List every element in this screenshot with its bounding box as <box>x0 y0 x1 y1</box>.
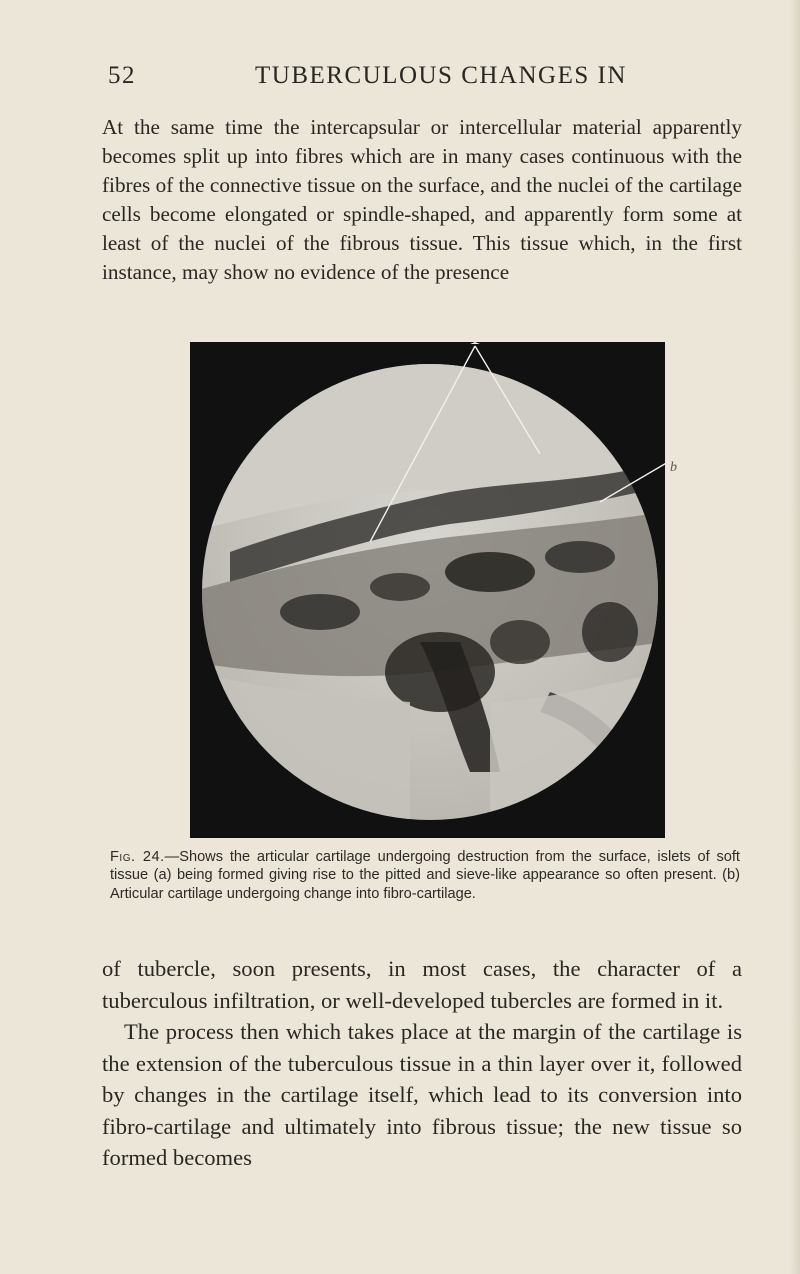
running-header <box>108 62 668 98</box>
page-edge <box>790 0 800 1274</box>
micrograph-image <box>190 342 665 838</box>
paragraph-bottom <box>102 953 742 1174</box>
running-title: TUBERCULOUS CHANGES IN <box>255 62 627 89</box>
caption-text: —Shows the articular cartilage undergoing destruction from the surface, islets of soft tissue (a) being formed giving rise to the pitted and sieve-like appearance so often present. (b) Articular cartilage undergoing change into fibro-cartilage. <box>110 849 740 902</box>
paragraph-bottom-line-1: of tubercle, soon presents, in most cases, the character of a tuberculous infiltration, or well-developed tubercles are formed in it. <box>102 956 742 1013</box>
page-number: 52 <box>108 62 136 89</box>
caption-figure-number: Fig. 24. <box>110 849 165 865</box>
paragraph-top: At the same time the intercapsular or intercellular material apparently becomes split up into fibres which are in many cases continuous with the fibres of the connective tissue on the surface, and the nuclei of the cartilage cells become elongated or spindle-shaped, and apparently form some at least of the nuclei of the fibrous tissue. This tissue which, in the first instance, may show no evidence of the presence <box>102 115 742 284</box>
figure-label-b: b <box>670 460 677 475</box>
micrograph-figure <box>190 342 665 838</box>
figure-caption <box>110 848 740 903</box>
paragraph-bottom-line-2: The process then which takes place at the margin of the cartilage is the extension of the tuberculous tissue in a thin layer over it, followed by changes in the cartilage itself, which lead to its conversion into fibro-cartilage and ultimately into fibrous tissue; the new tissue so formed becomes <box>102 1019 742 1170</box>
